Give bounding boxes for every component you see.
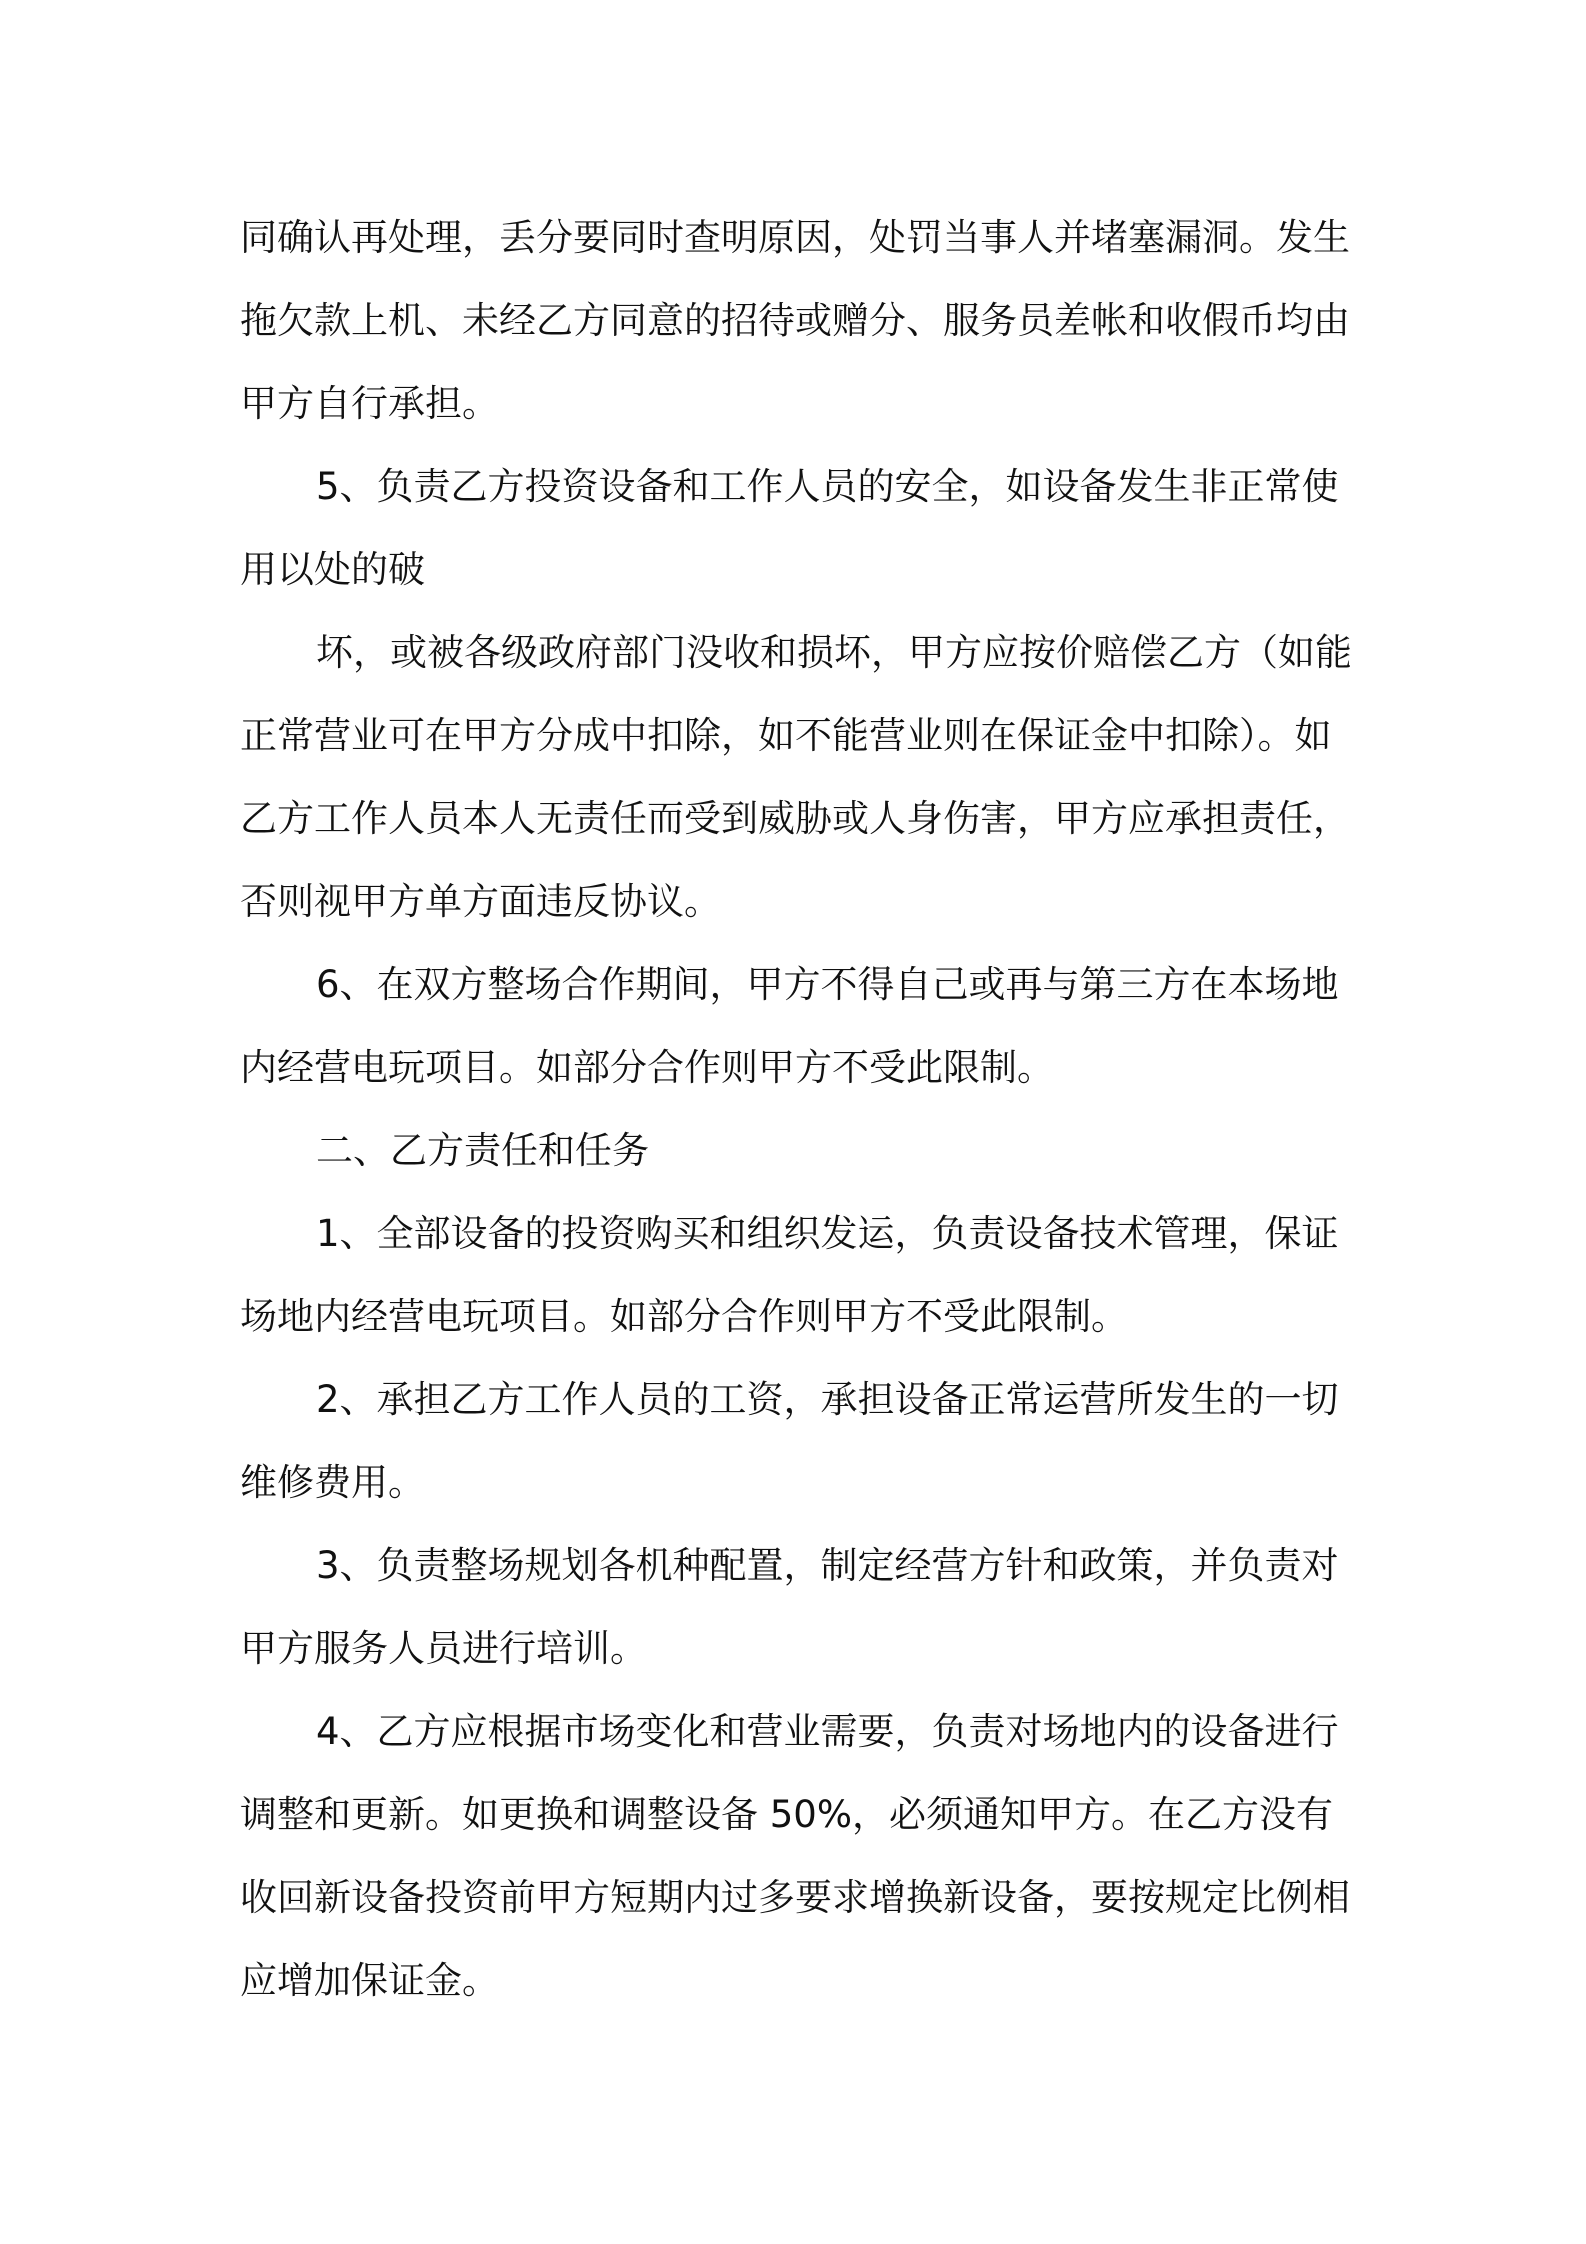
paragraph-b-item-2: 2、承担乙方工作人员的工资，承担设备正常运营所发生的一切维修费用。 — [240, 1378, 1339, 1504]
paragraph-item-5-continued: 坏，或被各级政府部门没收和损坏，甲方应按价赔偿乙方（如能正常营业可在甲方分成中扣除，如不能营业则在保证金中扣除）。如乙方工作人员本人无责任而受到威胁或人身伤害，甲方应承担责任，否则视甲方单方面违反协议。 — [240, 631, 1352, 923]
paragraph-b-item-3: 3、负责整场规划各机种配置，制定经营方针和政策，并负责对甲方服务人员进行培训。 — [240, 1544, 1339, 1670]
paragraph-b-item-1: 1、全部设备的投资购买和组织发运，负责设备技术管理，保证场地内经营电玩项目。如部分合作则甲方不受此限制。 — [240, 1212, 1339, 1338]
paragraph-b-item-4: 4、乙方应根据市场变化和营业需要，负责对场地内的设备进行调整和更新。如更换和调整设备 50%，必须通知甲方。在乙方没有收回新设备投资前甲方短期内过多要求增换新设备，要按规定比例相应增加保证金。 — [240, 1710, 1350, 2002]
section-heading-party-b: 二、乙方责任和任务 — [316, 1129, 649, 1172]
paragraph-continuation: 同确认再处理，丢分要同时查明原因，处罚当事人并堵塞漏洞。发生拖欠款上机、未经乙方同意的招待或赠分、服务员差帐和收假币均由甲方自行承担。 — [240, 216, 1350, 425]
paragraph-item-5: 5、负责乙方投资设备和工作人员的安全，如设备发生非正常使用以处的破 — [240, 465, 1339, 591]
document-body — [240, 196, 1360, 2022]
paragraph-item-6: 6、在双方整场合作期间，甲方不得自己或再与第三方在本场地内经营电玩项目。如部分合作则甲方不受此限制。 — [240, 963, 1339, 1089]
